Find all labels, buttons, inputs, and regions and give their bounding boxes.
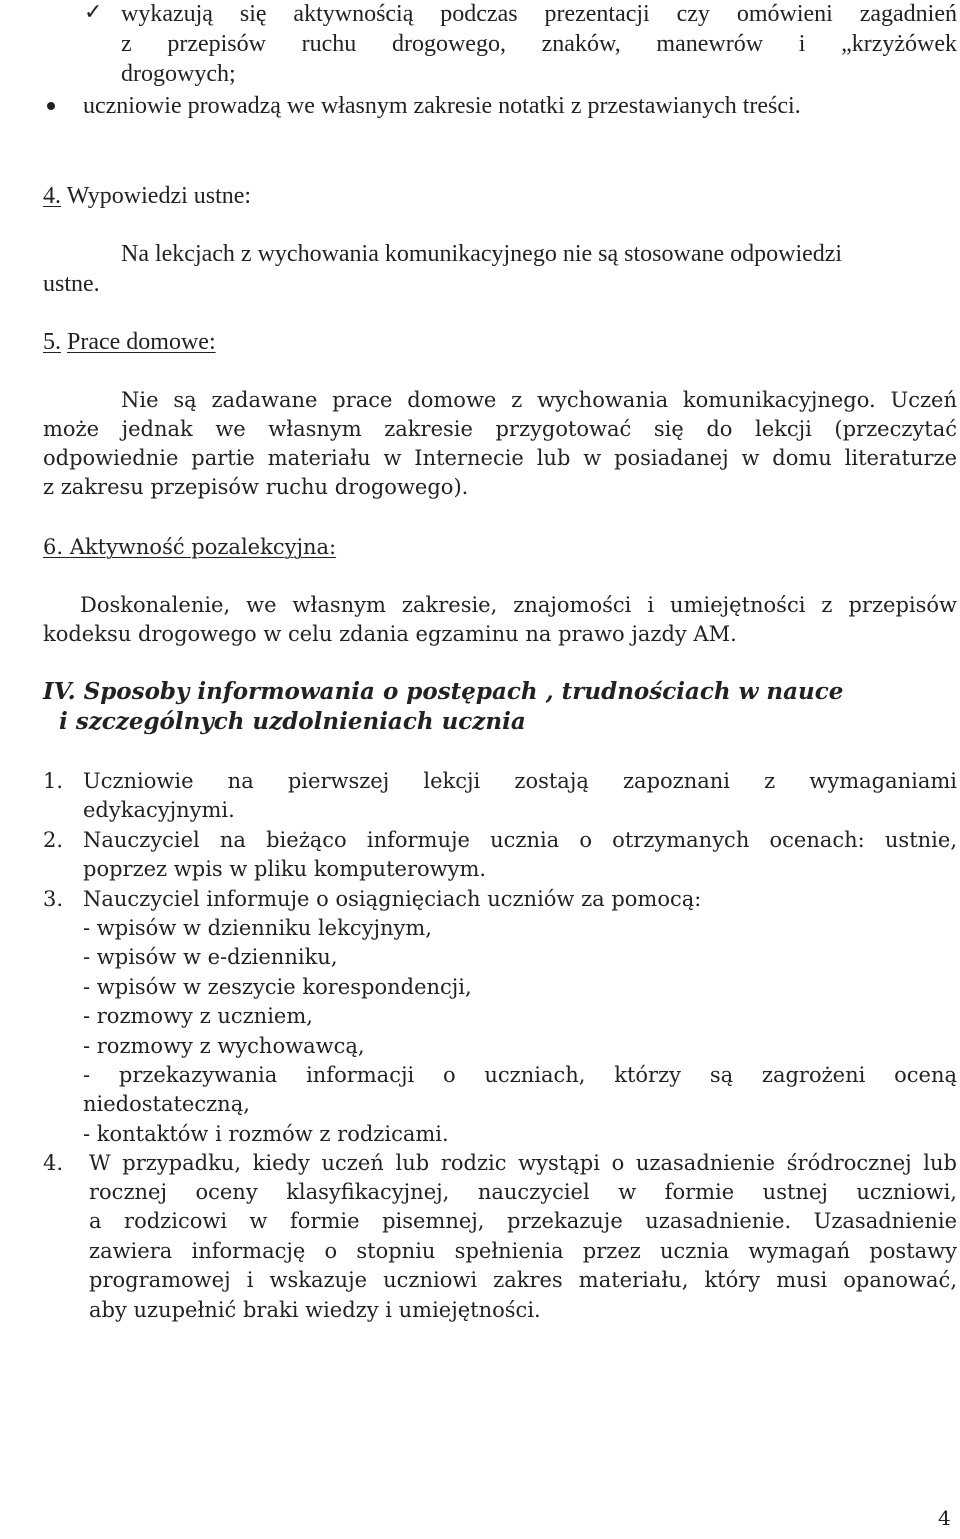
section-6-title: Aktywność pozalekcyjna: [69,535,337,559]
heading-iv-line-1 [43,678,843,706]
item-4-number: 4. [43,1151,64,1175]
item-3-sub-7: - kontaktów i rozmów z rodzicami. [83,1122,449,1146]
section-6-heading [43,533,336,561]
check-item-line-2: z przepisów ruchu drogowego, znaków, manewrów i „krzyżówek [121,31,957,57]
item-4-line-1: W przypadku, kiedy uczeń lub rodzic wystąpi o uzasadnienie śródrocznej lub [89,1151,957,1175]
item-3-sub-6: - przekazywania informacji o uczniach, którzy są zagrożeni oceną [83,1063,957,1087]
heading-iv-title: Sposoby informowania o postępach , trudnościach w nauce [83,678,844,705]
section-6-line-1: Doskonalenie, we własnym zakresie, znajomości i umiejętności z przepisów [80,593,957,617]
item-4-line-6: aby uzupełnić braki wiedzy i umiejętności. [89,1298,541,1322]
section-6-line-2: kodeksu drogowego w celu zdania egzaminu na prawo jazdy AM. [43,622,737,646]
check-item-line-3: drogowych; [121,61,236,87]
item-1-line-2: edykacyjnymi. [83,798,235,822]
section-5-title: Prace domowe: [67,329,216,355]
item-3-number: 3. [43,887,64,911]
section-4-title: Wypowiedzi ustne: [66,183,252,209]
item-4-line-5: programowej i wskazuje uczniowi zakres materiału, który musi opanować, [89,1268,957,1292]
section-6-number: 6. [43,535,64,559]
item-2-line-1: Nauczyciel na bieżąco informuje ucznia o otrzymanych ocenach: ustnie, [83,828,957,852]
section-4-number: 4. [43,183,61,209]
item-3-sub-6-cont: niedostateczną, [83,1092,250,1116]
section-5-line-3: odpowiednie partie materiału w Internecie lub w posiadanej w domu literaturze [43,446,957,470]
section-5-heading [43,328,216,356]
bullet-icon [47,102,55,110]
item-4-line-4: zawiera informację o stopniu spełnienia przez ucznia wymagań postawy [89,1239,957,1263]
item-2-number: 2. [43,828,64,852]
item-3-sub-1: - wpisów w dzienniku lekcyjnym, [83,916,432,940]
section-4-heading [43,182,251,210]
check-icon: ✓ [84,0,103,24]
item-1-line-1: Uczniowie na pierwszej lekcji zostają zapoznani z wymaganiami [83,769,957,793]
item-3-sub-3: - wpisów w zeszycie korespondencji, [83,975,472,999]
bullet-item-text: uczniowie prowadzą we własnym zakresie notatki z przestawianych treści. [83,93,801,119]
item-3-sub-2: - wpisów w e-dzienniku, [83,945,338,969]
section-5-line-4: z zakresu przepisów ruchu drogowego). [43,475,469,499]
item-4-line-2: rocznej oceny klasyfikacyjnej, nauczyciel w formie ustnej uczniowi, [89,1180,957,1204]
item-3-sub-4: - rozmowy z uczniem, [83,1004,313,1028]
check-item-line-1: wykazują się aktywnością podczas prezentacji czy omówieni zagadnień [121,1,957,27]
heading-iv-numeral: IV. [43,678,76,705]
section-5-line-2: może jednak we własnym zakresie przygotować się do lekcji (przeczytać [43,417,957,441]
item-1-number: 1. [43,769,64,793]
item-2-line-2: poprzez wpis w pliku komputerowym. [83,857,487,881]
item-3-sub-5: - rozmowy z wychowawcą, [83,1034,365,1058]
heading-iv-line-2: i szczególnych uzdolnieniach ucznia [59,708,526,735]
section-4-line-1: Na lekcjach z wychowania komunikacyjnego nie są stosowane odpowiedzi [121,241,843,267]
page-number: 4 [938,1506,951,1530]
section-5-line-1: Nie są zadawane prace domowe z wychowania komunikacyjnego. Uczeń [121,388,957,412]
item-4-line-3: a rodzicowi w formie pisemnej, przekazuje uzasadnienie. Uzasadnienie [89,1209,957,1233]
section-5-number: 5. [43,329,61,355]
section-4-line-2: ustne. [43,271,100,297]
item-3-intro: Nauczyciel informuje o osiągnięciach uczniów za pomocą: [83,887,702,911]
